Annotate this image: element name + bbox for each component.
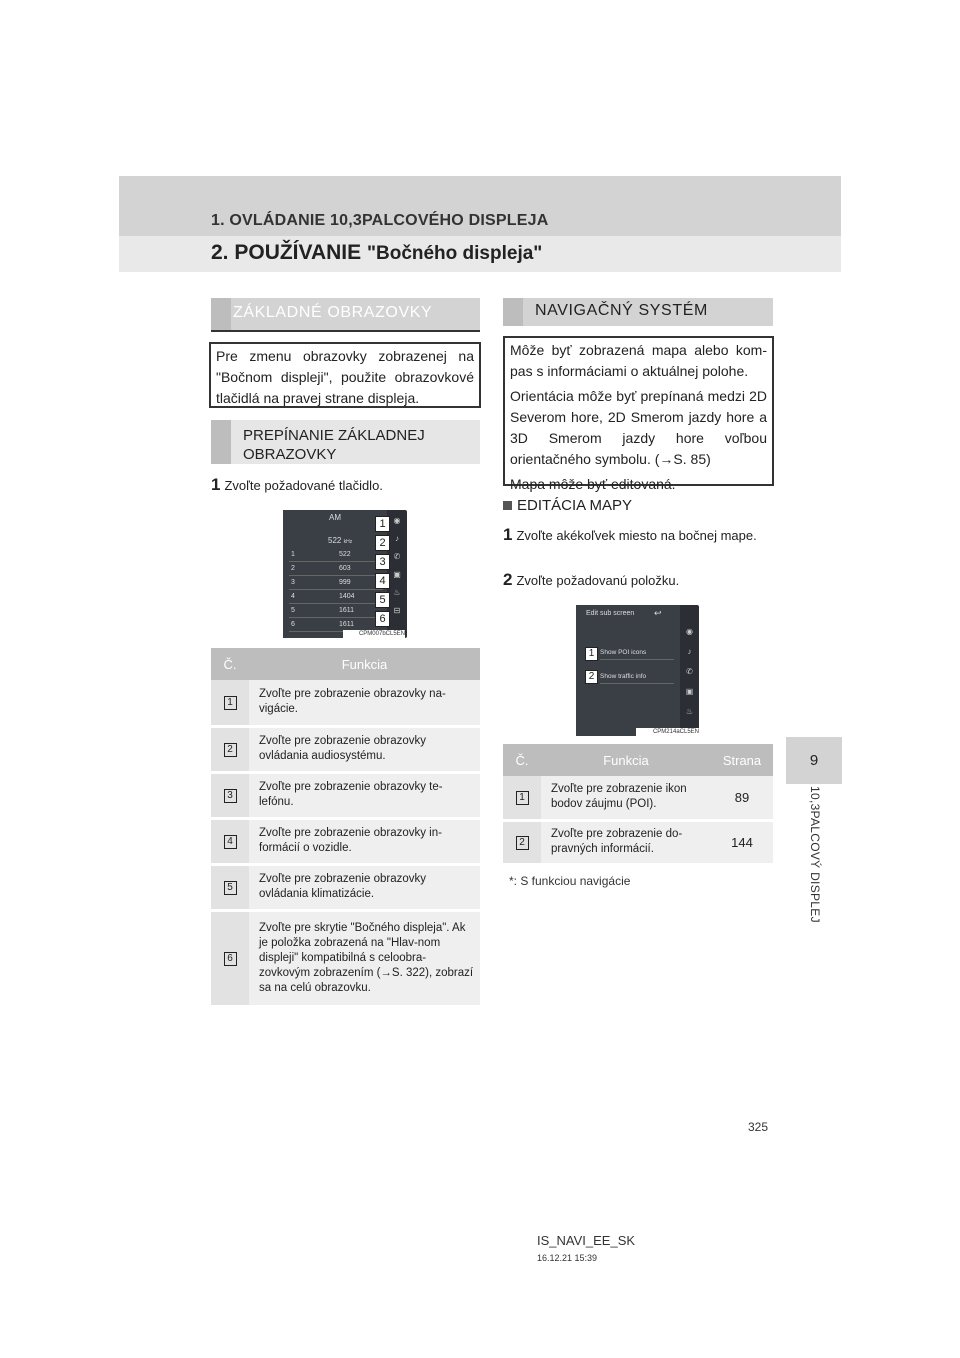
climate-icon[interactable]: ♨ <box>393 588 401 597</box>
preset-row[interactable] <box>289 590 383 604</box>
band-label: AM <box>329 513 341 522</box>
footnote: *: S funkciou navigácie <box>509 874 631 888</box>
section-title-main: 2. POUŽÍVANIE <box>211 241 367 264</box>
row-number-cell <box>503 820 541 864</box>
callout-4: 4 <box>375 573 390 589</box>
row-number-cell <box>211 772 249 818</box>
preset-row[interactable] <box>289 576 383 590</box>
step-number: 1 <box>503 525 513 544</box>
preset-freq: 1404 <box>339 593 355 600</box>
hide-icon[interactable]: ⊟ <box>393 606 401 615</box>
preset-number: 2 <box>291 565 295 572</box>
right-function-table <box>503 744 773 866</box>
callout-1: 1 <box>375 516 390 532</box>
table-row <box>211 910 480 1006</box>
row-number-cell <box>211 726 249 772</box>
car-info-icon[interactable]: ▣ <box>685 687 694 696</box>
footer-timestamp: 16.12.21 15:39 <box>537 1253 598 1263</box>
back-icon[interactable]: ↩ <box>654 608 662 618</box>
subheading-line2: OBRAZOVKY <box>243 446 337 463</box>
side-icons <box>389 516 405 634</box>
chapter-tab: 9 <box>786 737 842 784</box>
row-number: 3 <box>224 789 237 803</box>
heading-underline <box>211 330 480 332</box>
left-function-table <box>211 648 480 1008</box>
table-row <box>211 680 480 726</box>
heading-marker <box>211 298 231 330</box>
table-row <box>503 820 773 864</box>
heading-navigacny-system <box>503 298 773 326</box>
screen-code: CPM007bCL5EN <box>343 630 405 638</box>
preset-freq: 1611 <box>339 621 355 628</box>
subsection-marker <box>503 501 512 510</box>
callout-2: 2 <box>585 670 598 684</box>
col-page-header: Strana <box>711 744 773 776</box>
col-func-header: Funkcia <box>541 744 711 776</box>
preset-number: 3 <box>291 579 295 586</box>
row-text: Zvoľte pre zobrazenie obrazovky ovládania audiosystému. <box>249 726 480 772</box>
preset-freq: 522 <box>339 551 351 558</box>
step-number: 2 <box>503 570 513 589</box>
row-number: 2 <box>516 836 529 850</box>
row-number: 5 <box>224 881 237 895</box>
row-text: Zvoľte pre zobrazenie ikon bodov záujmu (POI). <box>541 776 711 820</box>
heading-text: NAVIGAČNÝ SYSTÉM <box>535 302 708 319</box>
right-step-1 <box>503 525 773 545</box>
preset-freq: 1611 <box>339 607 355 614</box>
page-number: 325 <box>748 1120 769 1134</box>
step-number: 1 <box>211 475 221 494</box>
row-text: Zvoľte pre skrytie "Bočného displeja". Ak je položka zobrazená na "Hlav-nom displeji" kompatibilná s celoobra-zovkovým zobrazením (→S. 322), zobrazí sa na celú obrazovku. <box>249 910 480 1006</box>
callout-1: 1 <box>585 647 598 661</box>
row-number-cell <box>503 776 541 820</box>
row-number: 6 <box>224 952 237 966</box>
nav-info-box <box>503 336 774 492</box>
row-number: 2 <box>224 743 237 757</box>
nav-info-p1: Môže byť zobrazená mapa alebo kom-pas s informáciami o aktuálnej polohe. <box>510 342 767 379</box>
row-text: Zvoľte pre zobrazenie obrazovky te-lefónu. <box>249 772 480 818</box>
callout-2: 2 <box>375 535 390 551</box>
subsection-editacia <box>503 497 632 514</box>
table-row <box>503 776 773 820</box>
edit-screen-title: Edit sub screen <box>586 610 635 617</box>
screen-code: CPM214aCL5EN <box>636 728 699 736</box>
subsection-text: EDITÁCIA MAPY <box>517 497 633 514</box>
row-number: 1 <box>224 696 237 710</box>
callout-3: 3 <box>375 554 390 570</box>
row-page: 144 <box>711 820 773 864</box>
table-header-row <box>211 648 480 680</box>
col-num-header: Č. <box>211 648 249 680</box>
show-traffic-item[interactable]: Show traffic info <box>600 671 674 684</box>
subheading-text <box>243 426 425 464</box>
section-title-small: "Bočného displeja" <box>366 243 543 264</box>
intro-box <box>209 342 481 408</box>
subheading-prepinanie <box>211 420 480 464</box>
row-text: Zvoľte pre zobrazenie obrazovky in-formácií o vozidle. <box>249 818 480 864</box>
row-text: Zvoľte pre zobrazenie obrazovky na-vigácie. <box>249 680 480 726</box>
climate-icon[interactable]: ♨ <box>685 707 694 716</box>
intro-text: Pre zmenu obrazovky zobrazenej na "Bočnom displeji", použite obrazovkové tlačidlá na pravej strane displeja. <box>216 348 474 406</box>
table-row <box>211 726 480 772</box>
row-number-cell <box>211 910 249 1006</box>
step-text: Zvoľte požadované tlačidlo. <box>224 478 383 493</box>
chapter-side-label: 10,3PALCOVÝ DISPLEJ <box>808 786 822 923</box>
preset-number: 5 <box>291 607 295 614</box>
music-icon[interactable]: ♪ <box>687 647 692 656</box>
phone-icon[interactable]: ✆ <box>393 552 401 561</box>
preset-number: 1 <box>291 551 295 558</box>
audio-screen <box>283 510 407 638</box>
row-number-cell <box>211 864 249 910</box>
nav-icon[interactable]: ◉ <box>393 516 401 525</box>
table-row <box>211 818 480 864</box>
preset-row[interactable] <box>289 604 383 618</box>
nav-info-p3: Mapa môže byť editovaná. <box>510 476 676 492</box>
table-row <box>211 772 480 818</box>
left-step-1 <box>211 475 383 495</box>
row-text: Zvoľte pre zobrazenie obrazovky ovládania klimatizácie. <box>249 864 480 910</box>
subheading-line1: PREPÍNANIE ZÁKLADNEJ <box>243 427 425 444</box>
preset-number: 6 <box>291 621 295 628</box>
right-table-body <box>503 776 773 864</box>
phone-icon[interactable]: ✆ <box>686 667 693 676</box>
footer-code: IS_NAVI_EE_SK <box>537 1233 636 1248</box>
heading-text: ZÁKLADNÉ OBRAZOVKY <box>233 304 433 321</box>
preset-freq: 603 <box>339 565 351 572</box>
row-text: Zvoľte pre zobrazenie do-pravných informácií. <box>541 820 711 864</box>
show-poi-item[interactable]: Show POI icons <box>600 647 674 660</box>
table-row <box>211 864 480 910</box>
row-number-cell <box>211 680 249 726</box>
nav-info-p2: Orientácia môže byť prepínaná medzi 2D Severom hore, 2D Smerom jazdy hore a 3D Smerom jazdy hore voľbou orientačného symbolu. (→S. 85) <box>510 388 767 467</box>
freq-unit: kHz <box>343 539 353 545</box>
nav-icon[interactable]: ◉ <box>686 627 693 636</box>
col-func-header: Funkcia <box>249 648 480 680</box>
callout-6: 6 <box>375 611 390 627</box>
section-title <box>211 241 542 265</box>
col-num-header: Č. <box>503 744 541 776</box>
preset-row[interactable] <box>289 562 383 576</box>
subheading-marker <box>211 420 231 464</box>
preset-number: 4 <box>291 593 295 600</box>
preset-row[interactable] <box>289 548 383 562</box>
edit-screen <box>576 605 699 736</box>
step-text: Zvoľte akékoľvek miesto na bočnej mape. <box>516 528 757 543</box>
freq-value: 522 <box>328 536 342 545</box>
music-icon[interactable]: ♪ <box>395 534 399 543</box>
step-text: Zvoľte požadovanú položku. <box>516 573 680 588</box>
left-table-body <box>211 680 480 1006</box>
callout-5: 5 <box>375 592 390 608</box>
row-number: 1 <box>516 791 529 805</box>
preset-freq: 999 <box>339 579 351 586</box>
edit-side-icons <box>682 627 697 727</box>
table-header-row <box>503 744 773 776</box>
chapter-title: 1. OVLÁDANIE 10,3PALCOVÉHO DISPLEJA <box>211 212 549 229</box>
row-page: 89 <box>711 776 773 820</box>
row-number: 4 <box>224 835 237 849</box>
heading-marker <box>503 298 523 326</box>
row-number-cell <box>211 818 249 864</box>
car-info-icon[interactable]: ▣ <box>393 570 401 579</box>
chapter-side <box>800 786 822 946</box>
right-step-2 <box>503 570 679 590</box>
freq-label <box>328 536 352 545</box>
heading-zakladne-obrazovky <box>211 298 480 330</box>
